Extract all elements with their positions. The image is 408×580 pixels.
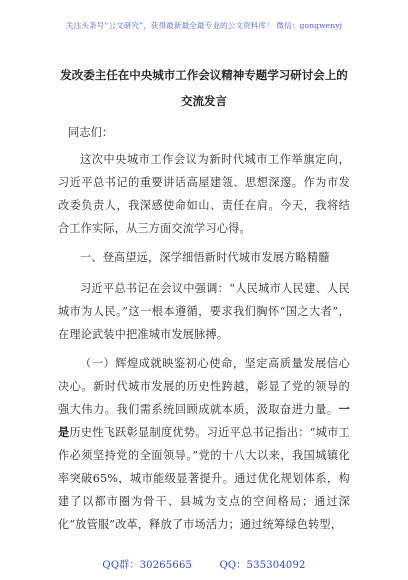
document-body	[58, 148, 350, 542]
salutation: 同志们：	[68, 126, 114, 139]
paragraph-subsection-1-part2: 历史性飞跃彰显制度优势。习近平总书记指出：“城市工作必须坚持党的全面领导。”党的十八大以来，我国城镇化率突破65%，城市能级显著提升。通过优化规划体系，构建了以都市圈为骨干、县城为支点的空间格局；通过深化“放管服”改革，释放了市场活力；通过统筹绿色转型，	[58, 426, 350, 531]
paragraph-subsection-1-part1: （一）辉煌成就映鉴初心使命，坚定高质量发展信心决心。新时代城市发展的历史性跨越，彰显了党的领导的强大伟力。我们需系统回顾成就本质，汲取奋进力量。	[58, 357, 350, 416]
footer-qq-group: QQ群：30265665	[102, 560, 193, 571]
paragraph-intro: 这次中央城市工作会议为新时代城市工作举旗定向，习近平总书记的重要讲话高屋建瓴、思想深邃。作为市发改委负责人，我深感使命如山、责任在肩。今天，我将结合工作实际，从三方面交流学习心得。	[58, 153, 350, 235]
document-title	[0, 62, 408, 114]
title-line-2: 交流发言	[181, 94, 227, 108]
footer-contact	[0, 556, 408, 571]
section-heading-1: 一、登高望远，深学细悟新时代城市发展方略精髓	[80, 251, 330, 264]
title-line-1: 发改委主任在中央城市工作会议精神专题学习研讨会上的	[60, 68, 348, 82]
paragraph-quote: 习近平总书记在会议中强调：“人民城市人民建、人民城市为人民。”这一根本遵循，要求我们胸怀“国之大者”，在理论武装中把准城市发展脉搏。	[58, 282, 350, 341]
paragraph-subsection-1	[58, 352, 350, 536]
emphasis-marker: 一是	[58, 403, 350, 439]
footer-qq: QQ：535304092	[219, 560, 306, 571]
header-banner: 关注头条号“公文研究”，获得最新最全最专业的公文资料库！ 微信：gongwenyj	[65, 21, 343, 30]
